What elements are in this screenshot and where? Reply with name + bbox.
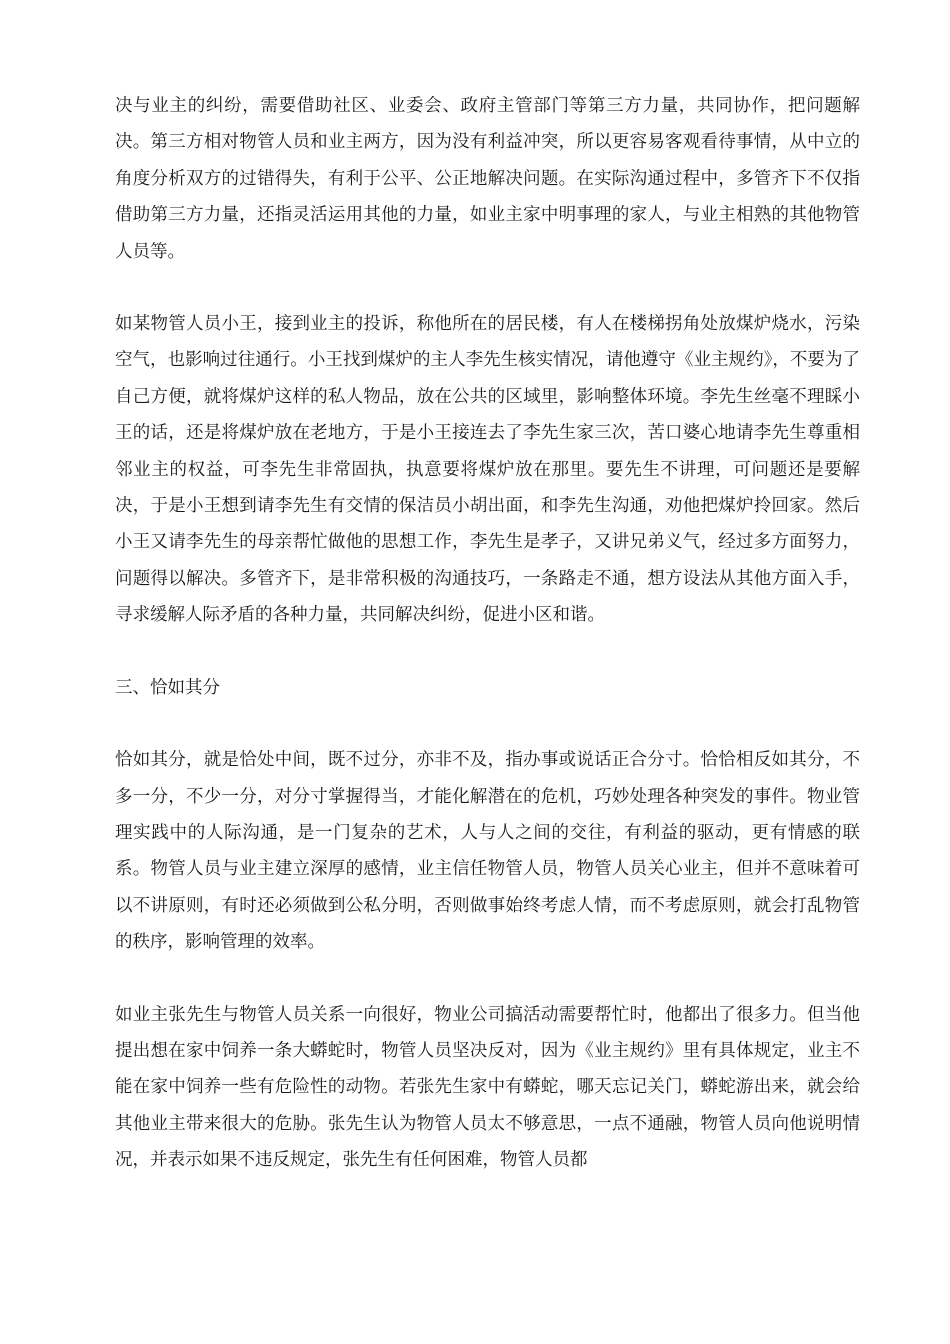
paragraph-multi-party-intro: 决与业主的纠纷，需要借助社区、业委会、政府主管部门等第三方力量，共同协作，把问题解决。第三方相对物管人员和业主两方，因为没有利益冲突，所以更容易客观看待事情，从中立的角度分析双方的过错得失，有利于公平、公正地解决问题。在实际沟通过程中，多管齐下不仅指借助第三方力量，还指灵活运用其他的力量，如业主家中明事理的家人，与业主相熟的其他物管人员等。 — [115, 96, 860, 262]
paragraph-python-example: 如业主张先生与物管人员关系一向很好，物业公司搞活动需要帮忙时，他都出了很多力。但当他提出想在家中饲养一条大蟒蛇时，物管人员坚决反对，因为《业主规约》里有具体规定，业主不能在家中饲养一些有危险性的动物。若张先生家中有蟒蛇，哪天忘记关门，蟒蛇游出来，就会给其他业主带来很大的危胁。张先生认为物管人员太不够意思，一点不通融，物管人员向他说明情况，并表示如果不违反规定，张先生有任何困难，物管人员都 — [115, 1004, 860, 1171]
paragraph-just-right: 恰如其分，就是恰处中间，既不过分，亦非不及，指办事或说话正合分寸。恰恰相反如其分，不多一分，不少一分，对分寸掌握得当，才能化解潜在的危机，巧妙处理各种突发的事件。物业管理实践中的人际沟通，是一门复杂的艺术，人与人之间的交往，有利益的驱动，更有情感的联系。物管人员与业主建立深厚的感情，业主信任物管人员，物管人员关心业主，但并不意味着可以不讲原则，有时还必须做到公私分明，否则做事始终考虑人情，而不考虑原则，就会打乱物管的秩序，影响管理的效率。 — [115, 750, 860, 953]
document-page — [115, 88, 860, 1215]
paragraph-coal-stove-example: 如某物管人员小王，接到业主的投诉，称他所在的居民楼，有人在楼梯拐角处放煤炉烧水，污染空气，也影响过往通行。小王找到煤炉的主人李先生核实情况，请他遵守《业主规约》，不要为了自己方便，就将煤炉这样的私人物品，放在公共的区域里，影响整体环境。李先生丝毫不理睬小王的话，还是将煤炉放在老地方，于是小王接连去了李先生家三次，苦口婆心地请李先生尊重相邻业主的权益，可李先生非常固执，执意要将煤炉放在那里。要先生不讲理，可问题还是要解决，于是小王想到请李先生有交情的保洁员小胡出面，和李先生沟通，劝他把煤炉拎回家。然后小王又请李先生的母亲帮忙做他的思想工作，李先生是孝子，又讲兄弟义气，经过多方面努力，问题得以解决。多管齐下，是非常积极的沟通技巧，一条路走不通，想方设法从其他方面入手，寻求缓解人际矛盾的各种力量，共同解决纠纷，促进小区和谐。 — [115, 314, 860, 626]
section-heading: 三、恰如其分 — [115, 677, 220, 698]
